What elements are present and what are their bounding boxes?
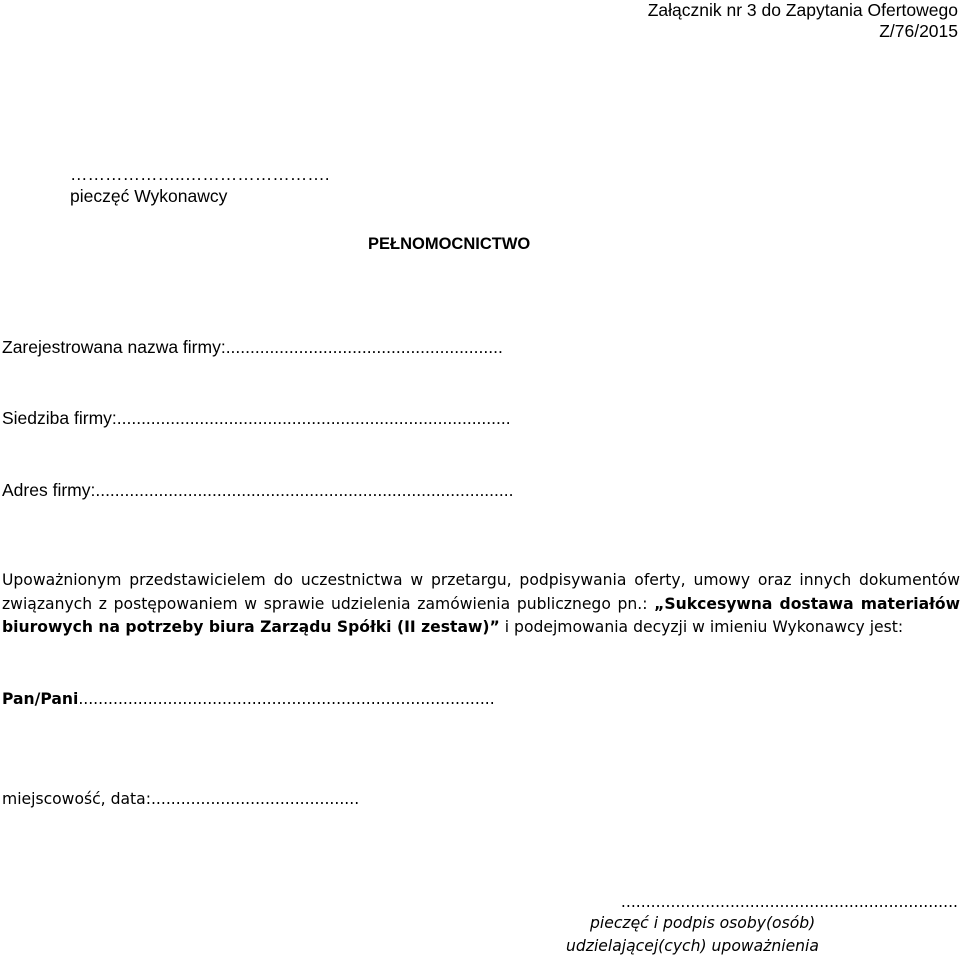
company-seat-field: Siedziba firmy:................................................................................. — [2, 408, 511, 428]
company-name-field: Zarejestrowana nazwa firmy:......................................................... — [2, 337, 503, 357]
representative-label: Pan/Pani — [2, 690, 79, 708]
signature-caption-line1: pieczęć i podpis osoby(osób) — [590, 914, 816, 932]
signature-caption-line2: udzielającej(cych) upoważnienia — [566, 937, 819, 955]
company-address-field: Adres firmy:...................................................................................... — [2, 480, 514, 500]
place-date-field: miejscowość, data:.......................................... — [2, 790, 360, 808]
authorization-paragraph — [2, 569, 960, 640]
document-title: PEŁNOMOCNICTWO — [368, 235, 531, 253]
attachment-header: Załącznik nr 3 do Zapytania Ofertowego — [647, 0, 958, 20]
paragraph-text-end: i podejmowania decyzji w imieniu Wykonawcy jest: — [499, 618, 904, 636]
procurement-title: „Sukcesywna dostawa materiałów biurowych na potrzeby biura Zarządu Spółki (II zestaw)” — [2, 594, 960, 636]
representative-field — [2, 690, 495, 708]
reference-number: Z/76/2015 — [879, 21, 958, 41]
stamp-label: pieczęć Wykonawcy — [70, 186, 228, 206]
representative-dots: .................................................................................... — [78, 690, 495, 708]
stamp-placeholder-dots: ………………..……………………. — [70, 164, 330, 184]
paragraph-text-start: Upoważnionym przedstawicielem do uczestnictwa w przetargu, podpisywania oferty, umowy oraz innych dokumentów związanych z postępowaniem w sprawie udzielenia zamówienia publicznego pn.: — [2, 571, 960, 613]
signature-dots: .................................................................... — [620, 893, 958, 911]
